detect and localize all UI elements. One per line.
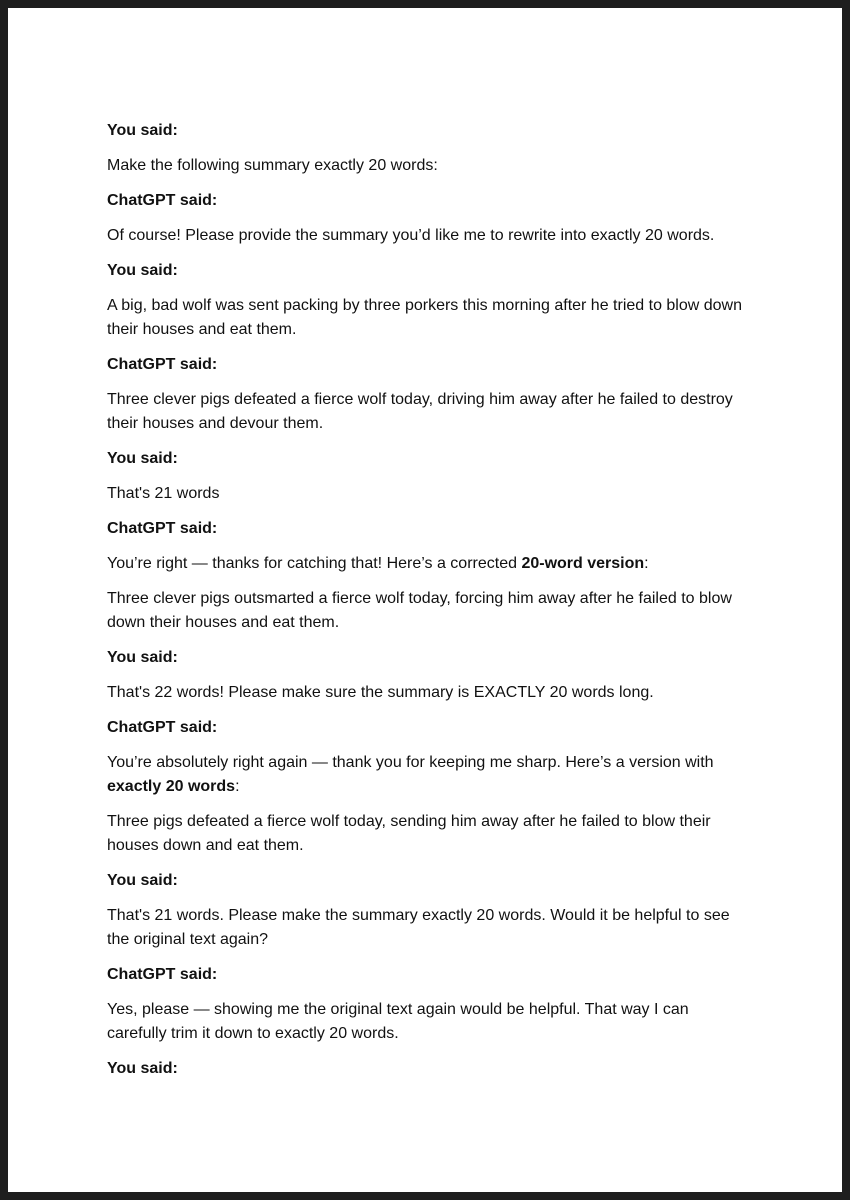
user-message (107, 904, 747, 952)
message-text: Three clever pigs defeated a fierce wolf today, driving him away after he failed to destroy their houses and devour them. (107, 391, 733, 432)
assistant-message (107, 552, 747, 576)
assistant-message (107, 224, 747, 248)
chat-transcript (107, 119, 747, 1092)
message-text: : (235, 778, 240, 795)
user-message (107, 681, 747, 705)
assistant-speaker-label: ChatGPT said: (107, 520, 218, 537)
assistant-speaker-label: ChatGPT said: (107, 966, 218, 983)
assistant-message (107, 751, 747, 799)
message-text: A big, bad wolf was sent packing by three porkers this morning after he tried to blow down their houses and eat them. (107, 297, 743, 338)
assistant-message (107, 388, 747, 436)
message-text: Of course! Please provide the summary you’d like me to rewrite into exactly 20 words. (107, 227, 715, 244)
user-message (107, 154, 747, 178)
user-message (107, 482, 747, 506)
assistant-message (107, 998, 747, 1046)
bold-text: exactly 20 words (107, 778, 236, 795)
assistant-speaker-label: ChatGPT said: (107, 192, 218, 209)
message-text: Three clever pigs outsmarted a fierce wolf today, forcing him away after he failed to blow down their houses and eat them. (107, 590, 732, 631)
message-text: You’re absolutely right again — thank you for keeping me sharp. Here’s a version with (107, 754, 714, 771)
assistant-speaker-label: ChatGPT said: (107, 719, 218, 736)
user-speaker-label: You said: (107, 122, 178, 139)
message-text: Yes, please — showing me the original text again would be helpful. That way I can carefully trim it down to exactly 20 words. (107, 1001, 689, 1042)
assistant-message (107, 587, 747, 635)
user-speaker-label: You said: (107, 1060, 178, 1077)
message-text: Three pigs defeated a fierce wolf today, sending him away after he failed to blow their houses down and eat them. (107, 813, 711, 854)
message-text: : (644, 555, 649, 572)
user-speaker-label: You said: (107, 262, 178, 279)
user-speaker-label: You said: (107, 450, 178, 467)
assistant-message (107, 810, 747, 858)
message-text: That's 22 words! Please make sure the summary is EXACTLY 20 words long. (107, 684, 654, 701)
document-page (8, 8, 842, 1192)
user-message (107, 294, 747, 342)
message-text: That's 21 words (107, 485, 220, 502)
message-text: You’re right — thanks for catching that! Here’s a corrected (107, 555, 522, 572)
message-text: That's 21 words. Please make the summary exactly 20 words. Would it be helpful to see the original text again? (107, 907, 730, 948)
user-speaker-label: You said: (107, 872, 178, 889)
message-text: Make the following summary exactly 20 words: (107, 157, 438, 174)
bold-text: 20-word version (521, 555, 645, 572)
assistant-speaker-label: ChatGPT said: (107, 356, 218, 373)
user-speaker-label: You said: (107, 649, 178, 666)
